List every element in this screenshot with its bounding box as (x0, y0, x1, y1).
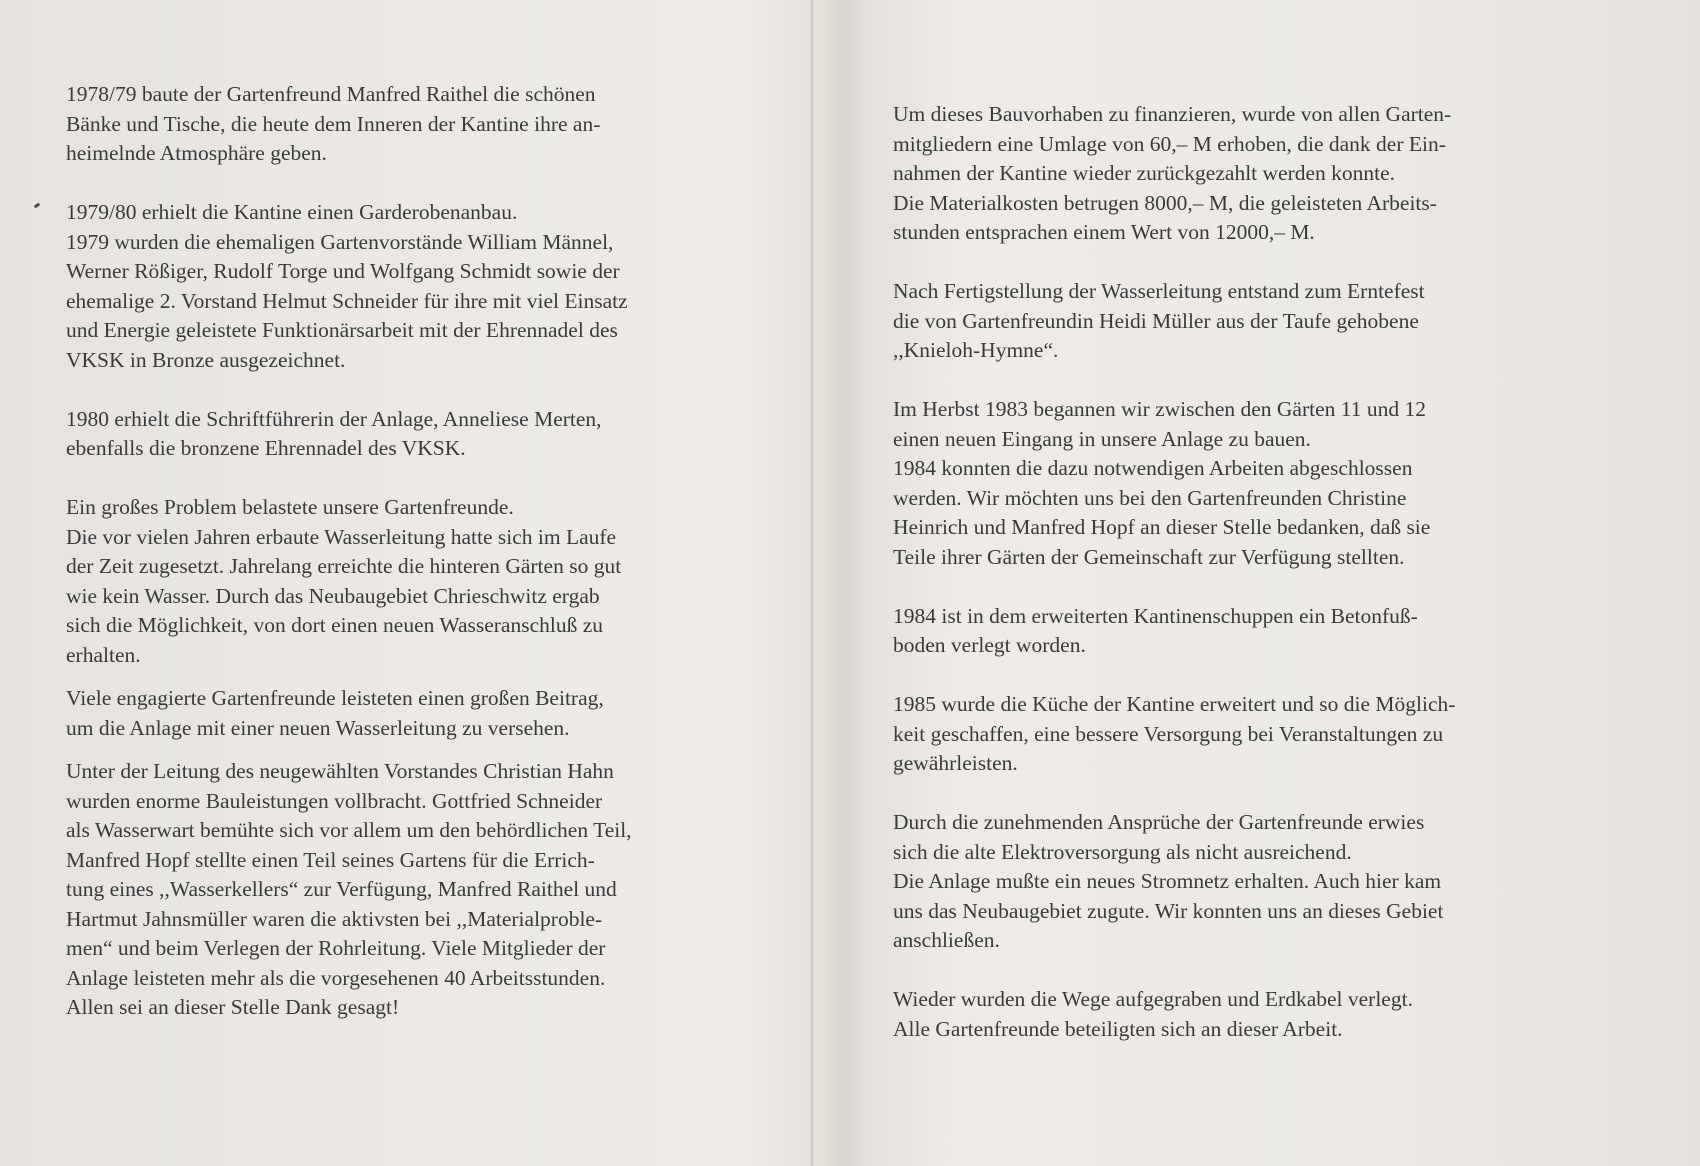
text-line: Nach Fertigstellung der Wasserleitung entstand zum Erntefest (893, 279, 1425, 303)
paragraph-water-problem (66, 493, 744, 670)
text-line: Die vor vielen Jahren erbaute Wasserleitung hatte sich im Laufe (66, 524, 617, 549)
text-line: sich die alte Elektroversorgung als nicht ausreichend. (893, 839, 1352, 864)
paragraph-financing (893, 100, 1583, 248)
text-line: Wieder wurden die Wege aufgegraben und Erdkabel verlegt. (893, 987, 1413, 1011)
paragraph-award-1980 (66, 405, 744, 464)
paragraph-kitchen (893, 690, 1583, 779)
text-line: men“ und beim Verlegen der Rohrleitung. Viele Mitglieder der (66, 936, 606, 960)
text-line: Um dieses Bauvorhaben zu finanzieren, wurde von allen Garten- (893, 102, 1452, 126)
text-line: und Energie geleistete Funktionärsarbeit mit der Ehrennadel des (66, 318, 618, 342)
right-page-text (893, 100, 1583, 1074)
text-line: stunden entsprachen einem Wert von 12000,– M. (893, 220, 1315, 244)
text-line: gewährleisten. (893, 751, 1018, 775)
paragraph-benches (66, 80, 744, 169)
text-line: der Zeit zugesetzt. Jahrelang erreichte die hinteren Gärten so gut (66, 554, 622, 578)
text-line: erhalten. (66, 642, 141, 667)
text-line: ,,Knieloh-Hymne“. (893, 338, 1059, 362)
text-line: als Wasserwart bemühte sich vor allem um den behördlichen Teil, (66, 818, 632, 842)
text-line: Heinrich und Manfred Hopf an dieser Stelle bedanken, daß sie (893, 515, 1431, 539)
text-line: ehemalige 2. Vorstand Helmut Schneider für ihre mit viel Einsatz (66, 288, 628, 313)
text-line: Allen sei an dieser Stelle Dank gesagt! (66, 995, 400, 1019)
paper-speck (34, 203, 41, 209)
text-line: werden. Wir möchten uns bei den Gartenfreunden Christine (893, 485, 1407, 510)
text-line: Bänke und Tische, die heute dem Inneren der Kantine ihre an- (66, 111, 601, 136)
paragraph-hymn (893, 277, 1583, 366)
text-line: tung eines ,,Wasserkellers“ zur Verfügung, Manfred Raithel und (66, 877, 617, 901)
text-line: Unter der Leitung des neugewählten Vorstandes Christian Hahn (66, 759, 614, 783)
text-line: Die Materialkosten betrugen 8000,– M, die geleisteten Arbeits- (893, 190, 1437, 215)
right-page (812, 0, 1700, 1166)
paragraph-power-grid (893, 808, 1583, 956)
paragraph-awards-1979 (66, 198, 744, 375)
text-line: Viele engagierte Gartenfreunde leisteten einen großen Beitrag, (66, 686, 604, 710)
text-line: die von Gartenfreundin Heidi Müller aus der Taufe gehobene (893, 308, 1419, 333)
paragraph-concrete-floor (893, 602, 1583, 661)
text-line: 1984 ist in dem erweiterten Kantinenschuppen ein Betonfuß- (893, 603, 1418, 628)
text-line: 1985 wurde die Küche der Kantine erweitert und so die Möglich- (893, 692, 1456, 716)
text-line: um die Anlage mit einer neuen Wasserleitung zu versehen. (66, 715, 570, 740)
text-line: wie kein Wasser. Durch das Neubaugebiet Chrieschwitz ergab (66, 583, 600, 608)
text-line: heimelnde Atmosphäre geben. (66, 141, 327, 165)
text-line: boden verlegt worden. (893, 633, 1086, 657)
text-line: Teile ihrer Gärten der Gemeinschaft zur Verfügung stellten. (893, 544, 1405, 569)
text-line: mitgliedern eine Umlage von 60,– M erhoben, die dank der Ein- (893, 131, 1446, 156)
text-line: wurden enorme Bauleistungen vollbracht. Gottfried Schneider (66, 788, 603, 813)
text-line: ebenfalls die bronzene Ehrennadel des VKSK. (66, 436, 466, 460)
left-page (0, 0, 812, 1166)
paragraph-cable-laying (893, 985, 1583, 1044)
text-line: nahmen der Kantine wieder zurückgezahlt werden konnte. (893, 161, 1396, 185)
text-line: Werner Rößiger, Rudolf Torge und Wolfgang Schmidt sowie der (66, 259, 620, 283)
text-line: 1984 konnten die dazu notwendigen Arbeiten abgeschlossen (893, 456, 1413, 480)
paragraph-construction (66, 757, 744, 1023)
paragraph-new-water-line (66, 684, 744, 743)
text-line: 1979/80 erhielt die Kantine einen Garderobenanbau. (66, 200, 518, 224)
text-line: Manfred Hopf stellte einen Teil seines Gartens für die Errich- (66, 847, 595, 872)
text-line: Anlage leisteten mehr als die vorgesehenen 40 Arbeitsstunden. (66, 965, 606, 990)
text-line: anschließen. (893, 928, 1000, 952)
text-line: 1980 erhielt die Schriftführerin der Anlage, Anneliese Merten, (66, 406, 602, 431)
text-line: VKSK in Bronze ausgezeichnet. (66, 347, 346, 372)
text-line: Durch die zunehmenden Ansprüche der Gartenfreunde erwies (893, 810, 1425, 834)
text-line: Im Herbst 1983 begannen wir zwischen den Gärten 11 und 12 (893, 397, 1426, 421)
text-line: Alle Gartenfreunde beteiligten sich an dieser Arbeit. (893, 1016, 1343, 1041)
text-line: einen neuen Eingang in unsere Anlage zu bauen. (893, 426, 1311, 451)
text-line: sich die Möglichkeit, von dort einen neuen Wasseranschluß zu (66, 613, 604, 637)
text-line: Die Anlage mußte ein neues Stromnetz erhalten. Auch hier kam (893, 869, 1442, 893)
text-line: 1979 wurden die ehemaligen Gartenvorstände William Männel, (66, 229, 614, 254)
text-line: Hartmut Jahnsmüller waren die aktivsten bei ,,Materialproble- (66, 906, 603, 931)
text-line: Ein großes Problem belastete unsere Gartenfreunde. (66, 495, 514, 519)
paragraph-new-entrance (893, 395, 1583, 572)
text-line: keit geschaffen, eine bessere Versorgung bei Veranstaltungen zu (893, 721, 1444, 746)
text-line: 1978/79 baute der Gartenfreund Manfred Raithel die schönen (66, 82, 596, 106)
text-line: uns das Neubaugebiet zugute. Wir konnten uns an dieses Gebiet (893, 898, 1444, 923)
left-page-text (66, 80, 744, 1052)
